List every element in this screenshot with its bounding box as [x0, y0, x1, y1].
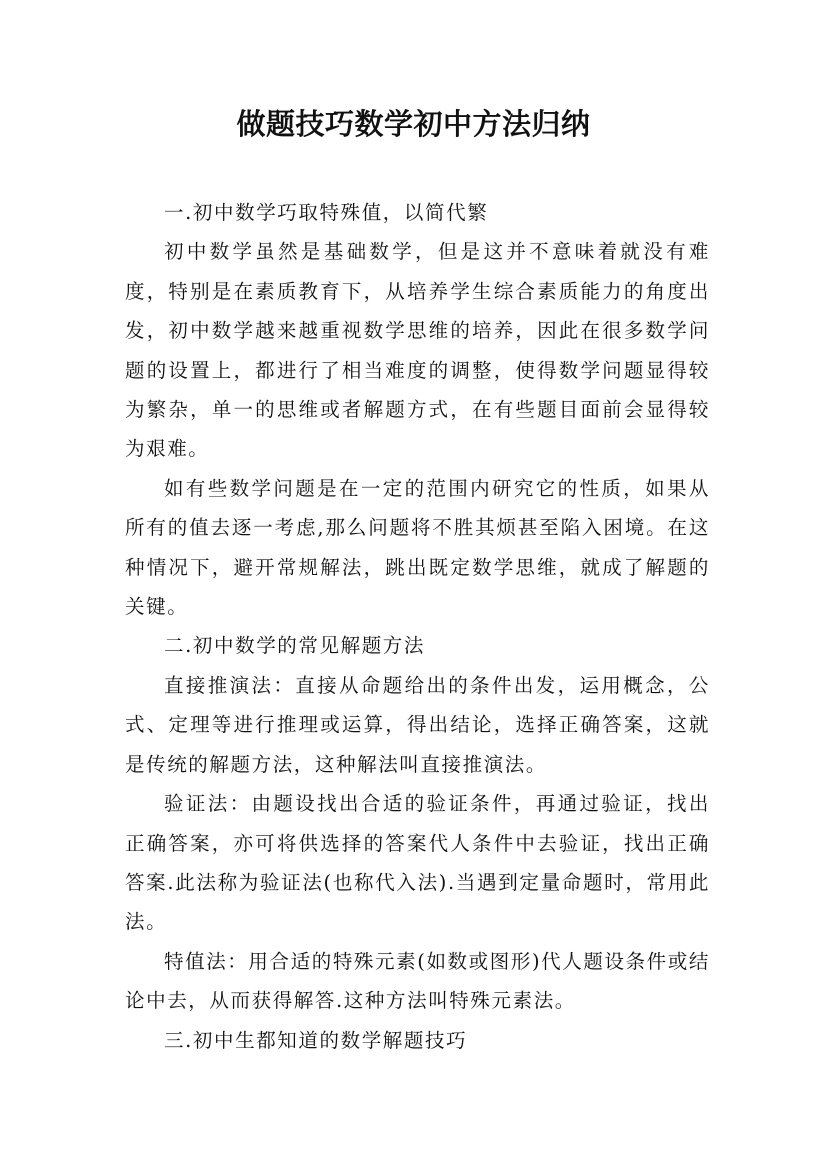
- paragraph-special-element: 特值法：用合适的特殊元素(如数或图形)代人题设条件或结论中去，从而获得解答.这种方法叫特殊元素法。: [125, 949, 710, 1013]
- document-body: [125, 193, 710, 1060]
- paragraph-direct-deduction: 直接推演法：直接从命题给出的条件出发，运用概念，公式、定理等进行推理或运算，得出结论，选择正确答案，这就是传统的解题方法，这种解法叫直接推演法。: [125, 673, 710, 776]
- section-heading-2: 二.初中数学的常见解题方法: [164, 634, 425, 658]
- section-heading-1: 一.初中数学巧取特殊值，以简代繁: [164, 201, 489, 224]
- paragraph-verification: 验证法：由题设找出合适的验证条件，再通过验证，找出正确答案，亦可将供选择的答案代人条件中去验证，找出正确答案.此法称为验证法(也称代入法).当遇到定量命题时，常用此法。: [125, 792, 710, 934]
- section-heading-3: 三.初中生都知道的数学解题技巧: [164, 1028, 468, 1052]
- paragraph-special-values: 如有些数学问题是在一定的范围内研究它的性质，如果从所有的值去逐一考虑,那么问题将不胜其烦甚至陷入困境。在这种情况下，避开常规解法，跳出既定数学思维，就成了解题的关键。: [125, 476, 710, 619]
- paragraph-intro: 初中数学虽然是基础数学，但是这并不意味着就没有难度，特别是在素质教育下，从培养学生综合素质能力的角度出发，初中数学越来越重视数学思维的培养，因此在很多数学问题的设置上，都进行了相当难度的调整，使得数学问题显得较为繁杂，单一的思维或者解题方式，在有些题目面前会显得较为艰难。: [125, 240, 710, 461]
- document-title: 做题技巧数学初中方法归纳: [236, 107, 591, 141]
